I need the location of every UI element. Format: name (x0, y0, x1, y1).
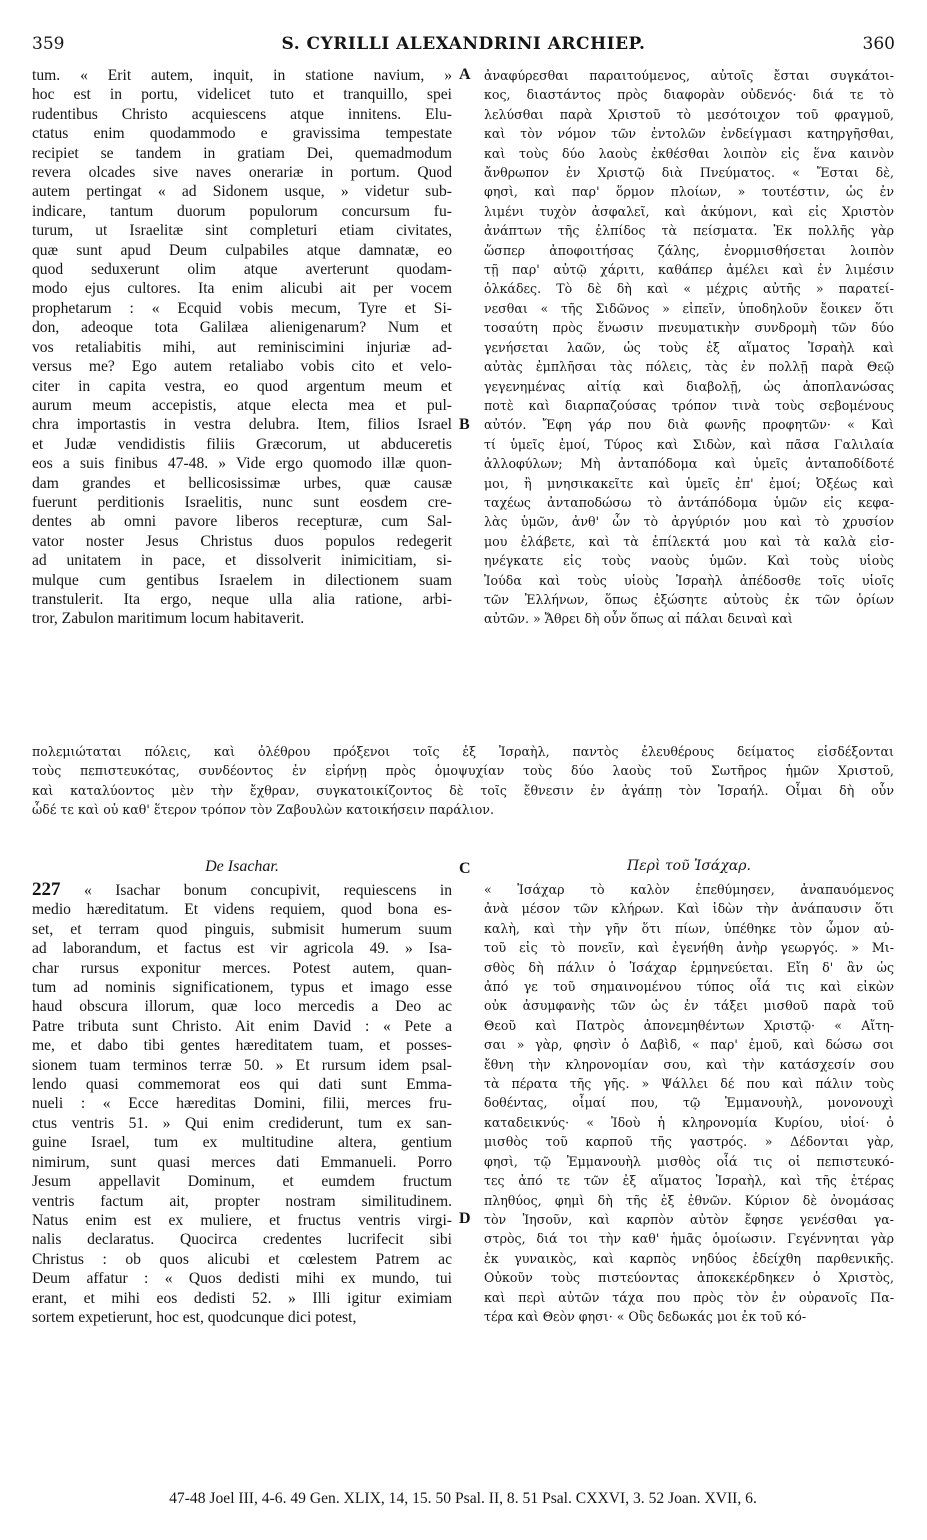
latin-column-top (32, 66, 452, 629)
text-line: aurum meum accepistis, atque electa mea et pul- (32, 396, 452, 414)
text-line: καταδεικνύς· « Ἰδοὺ ἡ κληρονομία Κυρίου, υἱοί· ὁ (484, 1114, 894, 1130)
text-line: λιμένι τυχὸν ἀσφαλεῖ, καὶ ἀκύμονι, καὶ εἰς Χριστὸν (484, 203, 894, 219)
greek-column-top (484, 66, 894, 629)
latin-column-bottom (32, 880, 452, 1327)
text-line: prophetarum : « Ecquid vobis mecum, Tyre et Si- (32, 299, 452, 317)
text-line: λελύσθαι παρὰ Χριστοῦ τὸ μεσότοιχον τοῦ φραγμοῦ, (484, 106, 894, 122)
text-line: nalis declaratus. Quocirca credentes lucrifecit sibi (32, 1231, 452, 1249)
text-line: κος, διαστάντος πρὸς διαφορὰν οὐδενός· διά τε τὸ (484, 87, 894, 103)
text-line: turum, ut Israelitæ sint completuri etiam civitates, (32, 222, 452, 240)
text-line: recipiet se tandem in gratiam Dei, quemadmodum (32, 144, 452, 162)
text-line: μοι, ἢ μνησικακεῖτε καὶ ὑμεῖς ἐπ' ἐμοί; Ὀξέως καὶ (484, 475, 894, 491)
text-line: δοθέντας, οἶμαί που, τῷ Ἐμμανουὴλ, μονονουχὶ (484, 1095, 894, 1111)
text-line: lendo quasi commemorat eos qui dati sunt Emma- (32, 1076, 452, 1094)
text-line: chra importastis in vestra delubra. Item, filios Israel (32, 416, 452, 434)
first-line-text: « Isachar bonum concupivit, requiescens in (83, 882, 452, 899)
margin-letter-d: D (459, 1210, 471, 1227)
text-line: don, adeoque tota Galilæa alienigenarum? Num et (32, 319, 452, 337)
text-line: set, et terram quod pinguis, submisit humerum suum (32, 920, 452, 938)
text-line: ἄνθρωπον ἐν Χριστῷ διὰ Πνεύματος. « Ἔσται δὲ, (484, 165, 894, 181)
text-line: ἐκ γυναικὸς, καὶ καρπὸς νηδύος ἐδείχθη παρθενικῆς. (484, 1250, 894, 1266)
text-line: eos a suis finibus 47-48. » Vide ergo quomodo illæ quon- (32, 455, 452, 473)
text-line: καὶ τοὺς δύο λαοὺς ἐκθέσθαι λοιπὸν εἰς ἕνα καινὸν (484, 145, 894, 161)
running-title: S. CYRILLI ALEXANDRINI ARCHIEP. (281, 34, 646, 54)
text-line: nimirum, sunt quasi merces dati Emmanueli. Porro (32, 1153, 452, 1171)
text-line: ἔθνη τὴν κληρονομίαν σου, καὶ τὴν κατάσχεσίν σου (484, 1056, 894, 1072)
text-line: Jesum appellavit Dominum, et eumdem fructum (32, 1173, 452, 1191)
text-line: guine Israel, tum ex multitudine altera, gentium (32, 1134, 452, 1152)
text-line: haud obscura illorum, quæ loco mercedis a Deo ac (32, 998, 452, 1016)
text-line: τῶν Ἑλλήνων, ὅπως ἐξώσητε αὐτοὺς ἐκ τῶν ὁρίων (484, 591, 894, 607)
text-line: λὰς ὑμῶν, ἀνθ' ὧν τὸ ἀργύριόν μου καὶ τὸ χρυσίον (484, 514, 894, 530)
text-line: φησὶ, καὶ παρ' ὅρμον πλοίων, » τουτέστιν, ὡς ἐν (484, 184, 894, 200)
text-line: ὁλκάδες. Τὸ δὲ δὴ καὶ « μέχρις αὐτῆς » παρατεί- (484, 281, 894, 297)
text-line: « Ἰσάχαρ τὸ καλὸν ἐπεθύμησεν, ἀναπαυόμενος (484, 882, 894, 897)
text-line: ἀνὰ μέσον τῶν κλήρων. Καὶ ἰδὼν τὴν ἀνάπαυσιν ὅτι (484, 901, 894, 917)
text-line: μισθὸς τοῦ καρποῦ τῆς γαστρός. » Δέδονται γὰρ, (484, 1134, 894, 1150)
text-line: sortem expetierunt, hoc est, quodcunque dici potest, (32, 1308, 357, 1326)
text-line: Natus enim est ex muliere, et fructus ventris virgi- (32, 1211, 452, 1229)
text-line: ad unitatem in pace, et dissolverit inimicitiam, si- (32, 552, 452, 570)
text-line: ἀπό γε τοῦ σημαινομένου τύπος οἷά τις καὶ εἰκὼν (484, 979, 894, 995)
text-line: erant, et mihi eos dedisti 52. » Illi igitur eximiam (32, 1289, 452, 1307)
text-line: Ἰούδα καὶ τοὺς υἱοὺς Ἰσραὴλ ἀπέδοσθε τοῖς υἱοῖς (484, 572, 894, 588)
text-line: autem pertingat « ad Sidonem usque, » videtur sub- (32, 183, 452, 201)
text-line: Deum affatur : « Quos dedisti mihi ex mundo, tui (32, 1270, 452, 1288)
text-line: Patre tributa sunt Christo. Ait enim David : « Pete a (32, 1017, 452, 1035)
text-line: me, et dabo tibi gentes hæreditatem tuam, et posses- (32, 1037, 452, 1055)
text-line: καὶ περὶ αὐτῶν τάχα που πρὸς τὸν ἐν οὐρανοῖς Πα- (484, 1289, 894, 1305)
text-line: τες ἀπό τε τῶν ἐξ αἵματος Ἰσραὴλ, καὶ τῆς ἑτέρας (484, 1173, 894, 1189)
page-number-left: 359 (32, 34, 65, 54)
text-line: τὸν Ἰησοῦν, καὶ καρπὸν αὐτὸν ἔφησε γενέσθαι γα- (484, 1211, 894, 1227)
text-line: vator noster Jesus Christus duos populos redegerit (32, 532, 452, 550)
paragraph-number: 227 (32, 880, 61, 900)
text-line: φησὶ, τῷ Ἐμμανουὴλ μισθὸς οἷά τις οἱ πεπιστευκό- (484, 1153, 894, 1169)
greek-column-bottom (484, 880, 894, 1326)
text-line: dam grandes et bellicosissimæ urbes, quæ causæ (32, 474, 452, 492)
text-line: quæ sunt apud Deum culpabiles atque damnatæ, eo (32, 241, 452, 259)
text-line: αὐτόν. Ἔφη γάρ που διὰ φωνῆς προφητῶν· « Καὶ (484, 417, 894, 433)
text-line: γεγενημένας αἰτίᾳ καὶ διαβολῇ, ὡς ἀποπλανώσας (484, 378, 894, 394)
text-line: καλὴ, καὶ τὴν γῆν ὅτι πίων, ὑπέθηκε τὸν ὦμον αὐ- (484, 920, 894, 936)
text-line: medio hæreditatum. Et videns requiem, quod bona es- (32, 901, 452, 919)
text-line: πληθύος, φημὶ δὴ τῆς ἐξ ἐθνῶν. Κύριον δὲ ὀνομάσας (484, 1192, 894, 1208)
section-heading-latin: De Isachar. (205, 858, 279, 875)
text-line: σαι » γὰρ, φησὶν ὁ Δαβὶδ, « παρ' ἐμοῦ, καὶ δώσω σοι (484, 1037, 894, 1053)
text-line: et Judæ vendidistis filiis Græcorum, ut abduceretis (32, 435, 452, 453)
text-line: αὐτὰς ἐμπλῆσαι τὰς πόλεις, τὰς ἐν πολλῇ παρὰ Θεῷ (484, 359, 894, 375)
text-line: στρὸς, διά τοι τὴν καθ' ἡμᾶς ὁμοίωσιν. Γεγέννηται γὰρ (484, 1231, 894, 1247)
text-line: rudentibus Christo acquiescens atque innitens. Elu- (32, 105, 452, 123)
footnotes: 47-48 Joel III, 4-6. 49 Gen. XLIX, 14, 15. 50 Psal. II, 8. 51 Psal. CXXVI, 3. 52 Joan. XVII, 6. (169, 1490, 757, 1507)
page-number-right: 360 (862, 34, 895, 54)
text-line: nueli : « Ecce hæreditas Domini, filii, merces fru- (32, 1095, 452, 1113)
text-line: revera olcades sive naves onerariæ in portum. Quod (32, 164, 452, 182)
text-line: citer in capita vestra, eo quod argentum meum et (32, 377, 452, 395)
text-line: versus me? Ego autem retaliabo vobis cito et velo- (32, 358, 452, 376)
text-line: τί ὑμεῖς ἐμοί, Τύρος καὶ Σιδὼν, καὶ πᾶσα Γαλιλαία (484, 436, 894, 452)
text-line: αὐτῶν. » Ἄθρει δὴ οὖν ὅπως αἱ πάλαι δειναὶ καὶ (484, 611, 793, 627)
text-line: ventris factum ait, propter nostram similitudinem. (32, 1192, 452, 1210)
text-line: ἀνάπτων τῆς ἐλπίδος τὰ πείσματα. Ἐκ πολλῆς γὰρ (484, 223, 894, 239)
text-line: τῇ παρ' αὐτῷ χάριτι, καθάπερ ἀμέλει καὶ ἐν λιμέσιν (484, 262, 894, 278)
text-line: mulque cum gentibus Israelem in dilectionem suam (32, 571, 452, 589)
text-line: Θεοῦ καὶ Πατρὸς ἀπονεμηθέντων Χριστῷ· « Αἴτη- (484, 1017, 894, 1033)
margin-letter-c: C (459, 860, 471, 877)
text-line: τοῦ εἰς τὸ πονεῖν, καὶ ἐγενήθη ἀνὴρ γεωργός. » Μι- (484, 940, 894, 956)
text-line: tum. « Erit autem, inquit, in statione navium, » (32, 67, 452, 84)
text-line: sionem tuam terminos terræ 50. » Et rursum idem psal- (32, 1056, 452, 1074)
text-line: τοσαύτη πρὸς ἕνωσιν πνευματικὴν συνδρομὴ τῶν δύο (484, 320, 894, 336)
text-line: τοὺς πεπιστευκότας, συνδέοντος ἐν εἰρήνῃ πρὸς ὁμοψυχίαν τοὺς δύο λαοὺς τοῦ Σωτῆρος ἡμῶν Χριστοῦ, (32, 763, 894, 779)
text-line: ad laborandum, et factus est vir agricola 49. » Isa- (32, 940, 452, 958)
text-line: dentes ab omni pavore liberos recepturæ, cum Sal- (32, 513, 452, 531)
text-line: καὶ καταλύοντος μὲν τὴν ἔχθραν, συγκατοικίζοντος δὲ τοῖς ἔθνεσιν ἐν ἀγάπῃ τὸν Ἰσραήλ. Οἶμαι δὴ οὖν (32, 782, 894, 798)
text-line: tum ad nominis significationem, typus et imago esse (32, 979, 452, 997)
text-line: πολεμιώταται πόλεις, καὶ ὀλέθρου πρόξενοι τοῖς ἐξ Ἰσραὴλ, παντὸς ἐλευθέρους δείματος εἰσδέξονται (32, 744, 894, 759)
section-heading-greek: Περὶ τοῦ Ἰσάχαρ. (627, 858, 751, 874)
text-line: fuerunt perditionis Israelitis, nunc sunt eosdem cre- (32, 493, 452, 511)
text-line: char rursus exponitur merces. Potest autem, quan- (32, 959, 452, 977)
running-header (32, 34, 895, 60)
text-line: ctus ventris 51. » Qui enim crediderunt, tum ex san- (32, 1114, 452, 1132)
text-line: μου ἐλάβετε, καὶ τὰ ἐπίλεκτά μου καὶ τὰ καλὰ εἰσ- (484, 533, 894, 549)
greek-full-width-block (32, 742, 894, 820)
text-line: οὐκ ἀσυμφανὴς τῶν ὡς ἐν τάξει μισθοῦ παρὰ τοῦ (484, 998, 894, 1014)
text-line: transtulerit. Ita ergo, neque ulla alia ratione, arbi- (32, 590, 452, 608)
text-line: hoc est in portu, videlicet tuto et tranquillo, spei (32, 86, 452, 104)
text-line: νεσθαι « τῆς Σιδῶνος » εἰπεῖν, ὑποδηλοῦν ἔοικεν ὅτι (484, 300, 894, 316)
text-line: Οὐκοῦν τοὺς πιστεύοντας ἀποκεκέρδηκεν ὁ Χριστὸς, (484, 1270, 894, 1286)
paragraph-first-line (32, 880, 452, 900)
text-line: τέρα καὶ Θεὸν φησι· « Οὓς δεδωκάς μοι ἐκ τοῦ κό- (484, 1308, 807, 1324)
text-line: modo ejus cultores. Ita enim alicubi ait per vocem (32, 280, 452, 298)
text-line: indicare, tantum duorum populorum concursum fu- (32, 202, 452, 220)
text-line: quod seduxerunt olim atque averterunt quodam- (32, 261, 452, 279)
text-line: ἀναφύρεσθαι παραιτούμενος, αὐτοῖς ἔσται συγκάτοι- (484, 68, 894, 83)
text-line: Christus : ob quos alicubi et cœlestem Patrem ac (32, 1250, 452, 1268)
text-line: τὰ πέρατα τῆς γῆς. » Ψάλλει δέ που καὶ πάλιν τοὺς (484, 1076, 894, 1092)
text-line: ὧδέ τε καὶ οὐ καθ' ἕτερον τρόπον τὸν Ζαβουλὼν κατοικήσειν παράλιον. (32, 802, 494, 818)
text-line: ctatus enim quodammodo e gravissima tempestate (32, 125, 452, 143)
text-line: ἀλλοφύλων; Μὴ ἀνταπόδομα καὶ ὑμεῖς ἀνταποδίδοτέ (484, 456, 894, 472)
margin-letter-a: A (459, 66, 471, 83)
text-line: vos retaliabitis mihi, aut reminiscimini injuriæ ad- (32, 338, 452, 356)
text-line: ταχέως ἀνταποδώσω τὸ ἀντάπόδομα ὑμῶν εἰς κεφα- (484, 494, 894, 510)
text-line: ποτὲ καὶ διαρπαζούσας τρόπον τινὰ τοὺς σεβομένους (484, 397, 894, 413)
text-line: καὶ τὸν νόμον τῶν ἐντολῶν ἐνδείγμασι κατηργῆσθαι, (484, 126, 894, 142)
margin-letter-b: B (459, 416, 470, 433)
text-line: σθὸς δὴ πάλιν ὁ Ἰσάχαρ ἑρμηνεύεται. Εἴη δ' ἂν ὡς (484, 959, 894, 975)
text-line: tror, Zabulon maritimum locum habitaverit. (32, 610, 305, 628)
text-line: ηνέγκατε εἰς τοὺς ναοὺς ὑμῶν. Καὶ τοὺς υἱοὺς (484, 553, 894, 569)
text-line: γενήσεται λαῶν, ὡς τοὺς ἐξ αἵματος Ἰσραὴλ καὶ (484, 339, 894, 355)
text-line: ὥσπερ ἀποφοιτήσας ζάλης, ἐνορμισθήσεται λοιπὸν (484, 242, 894, 258)
